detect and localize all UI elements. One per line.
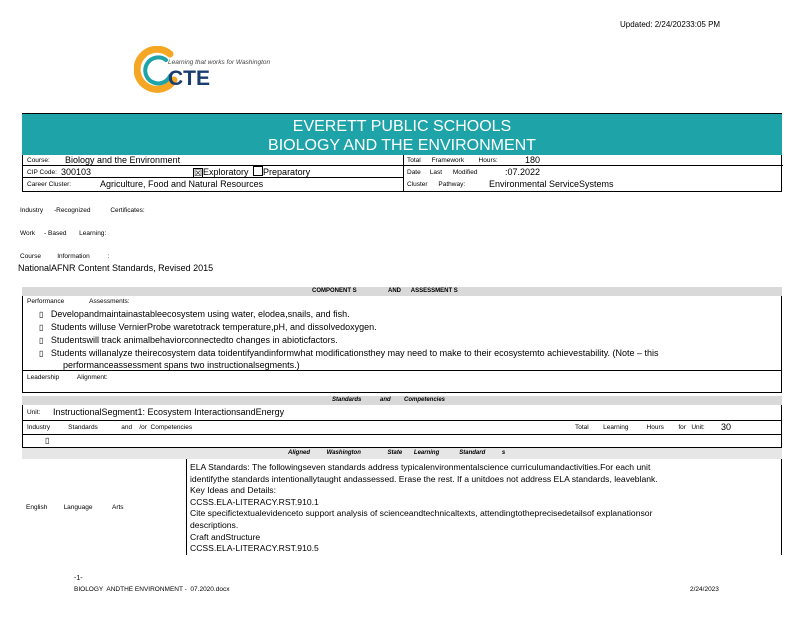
footer-date: 2/24/2023	[690, 586, 719, 593]
components-title-a: COMPONENT S	[312, 288, 357, 294]
unit-row	[22, 405, 782, 421]
bullet-icon: ▯	[45, 436, 50, 445]
bullet-icon: ▯	[39, 323, 44, 332]
industry-standards-entry	[22, 435, 782, 448]
school-name: EVERETT PUBLIC SCHOOLS	[292, 118, 512, 135]
course-info-table	[22, 155, 782, 192]
pathway-label: Cluster Pathway:	[407, 181, 466, 188]
list-item: ▯ Developandmaintainastableecosystem using water, elodea,snails, and fish.	[39, 309, 350, 319]
industry-standards-label: Industry Standards and /or Competencies	[27, 424, 193, 431]
list-item: ▯ Studentswill track animalbehaviorconnectedto changes in abioticfactors.	[39, 335, 338, 345]
list-item: ▯ Students willuse VernierProbe waretotrack temperature,pH, and dissolvedoxygen.	[39, 322, 377, 332]
career-value: Agriculture, Food and Natural Resources	[100, 179, 264, 189]
logo-text: CTE	[168, 67, 210, 90]
aligned-standards-title: Aligned Washington State Learning Standard s	[288, 450, 506, 456]
cip-label: CIP Code:	[27, 169, 57, 176]
exploratory-label: Exploratory	[203, 167, 249, 177]
aligned-standards-header	[22, 448, 782, 459]
cte-logo	[134, 46, 314, 94]
performance-label: Performance Assessments:	[27, 298, 130, 305]
unit-value: InstructionalSegment1: Ecosystem InteractionsandEnergy	[53, 407, 285, 417]
performance-assessments-box	[22, 296, 782, 371]
list-item: ▯ Students willanalyze theirecosystem data toidentifyandinformwhat modificationsthey may need to make to their ecosystemto achievestability. (Note – this	[39, 348, 659, 358]
total-unit-hours-label: Total Learning Hours for Unit:	[575, 424, 705, 431]
bullet-icon: ▯	[39, 349, 44, 358]
ela-standards-text: ELA Standards: The followingseven standards address typicalenvironmentalscience curriculumandactivities.For each unit identifythe standards intentionallytaught andassessed. Erase the rest. If a unitdoes not address ELA standards, leaveblank. Key Ideas and Details: CCSS.ELA-LITERACY.RST.910.1 Cite specifictextualevidenceto support analysis of scienceandtechnicaltexts, attendingtotheprecisedetailsof explanationsor descriptions. Craft andStructure CCSS.ELA-LITERACY.RST.910.5	[190, 462, 658, 554]
preparatory-label: Preparatory	[263, 167, 311, 177]
title-banner	[22, 113, 782, 155]
course-info-label: Course Information :	[20, 253, 110, 260]
program-type	[193, 166, 310, 178]
standards-header	[22, 396, 782, 405]
standards-title-a: Standards	[332, 397, 362, 403]
course-title: BIOLOGY AND THE ENVIRONMENT	[268, 137, 536, 154]
industry-certificates: Industry -Recognized Certificates:	[20, 207, 145, 214]
total-unit-hours-value: 30	[721, 422, 732, 432]
logo-tagline: Learning that works for Washington	[168, 59, 271, 66]
career-label: Career Cluster:	[27, 181, 72, 188]
footer-doc-name: BIOLOGY ANDTHE ENVIRONMENT - 07.2020.docx	[74, 586, 230, 593]
course-value: Biology and the Environment	[65, 155, 181, 165]
course-info-value: NationalAFNR Content Standards, Revised 2015	[18, 263, 214, 273]
standards-title-b: and Competencies	[380, 397, 446, 403]
cip-value: 300103	[61, 167, 92, 177]
leadership-box	[22, 371, 782, 393]
total-hours-label: Total Framework Hours:	[407, 157, 498, 164]
exploratory-checkbox[interactable]: ☒	[194, 168, 203, 178]
list-item-continuation: performanceassessment spans two instructionalsegments.)	[63, 360, 300, 370]
total-hours-value: 180	[525, 155, 541, 165]
components-title-b: AND ASSESSMENT S	[388, 288, 458, 294]
course-label: Course:	[27, 157, 50, 164]
date-modified-value: :07.2022	[505, 167, 541, 177]
preparatory-checkbox[interactable]	[253, 166, 263, 176]
bullet-icon: ▯	[39, 310, 44, 319]
work-based-learning: Work - Based Learning:	[20, 230, 107, 237]
components-header	[22, 287, 782, 296]
pathway-value: Environmental ServiceSystems	[489, 179, 614, 189]
industry-standards-row	[22, 421, 782, 435]
bullet-icon: ▯	[39, 336, 44, 345]
leadership-label: Leadership Alignment:	[27, 374, 108, 381]
date-modified-label: Date Last Modified	[407, 169, 478, 176]
english-language-arts-label: English Language Arts	[26, 504, 124, 511]
updated-timestamp: Updated: 2/24/20233:05 PM	[620, 20, 721, 29]
unit-label: Unit:	[27, 409, 41, 416]
page-number: -1-	[74, 575, 83, 582]
